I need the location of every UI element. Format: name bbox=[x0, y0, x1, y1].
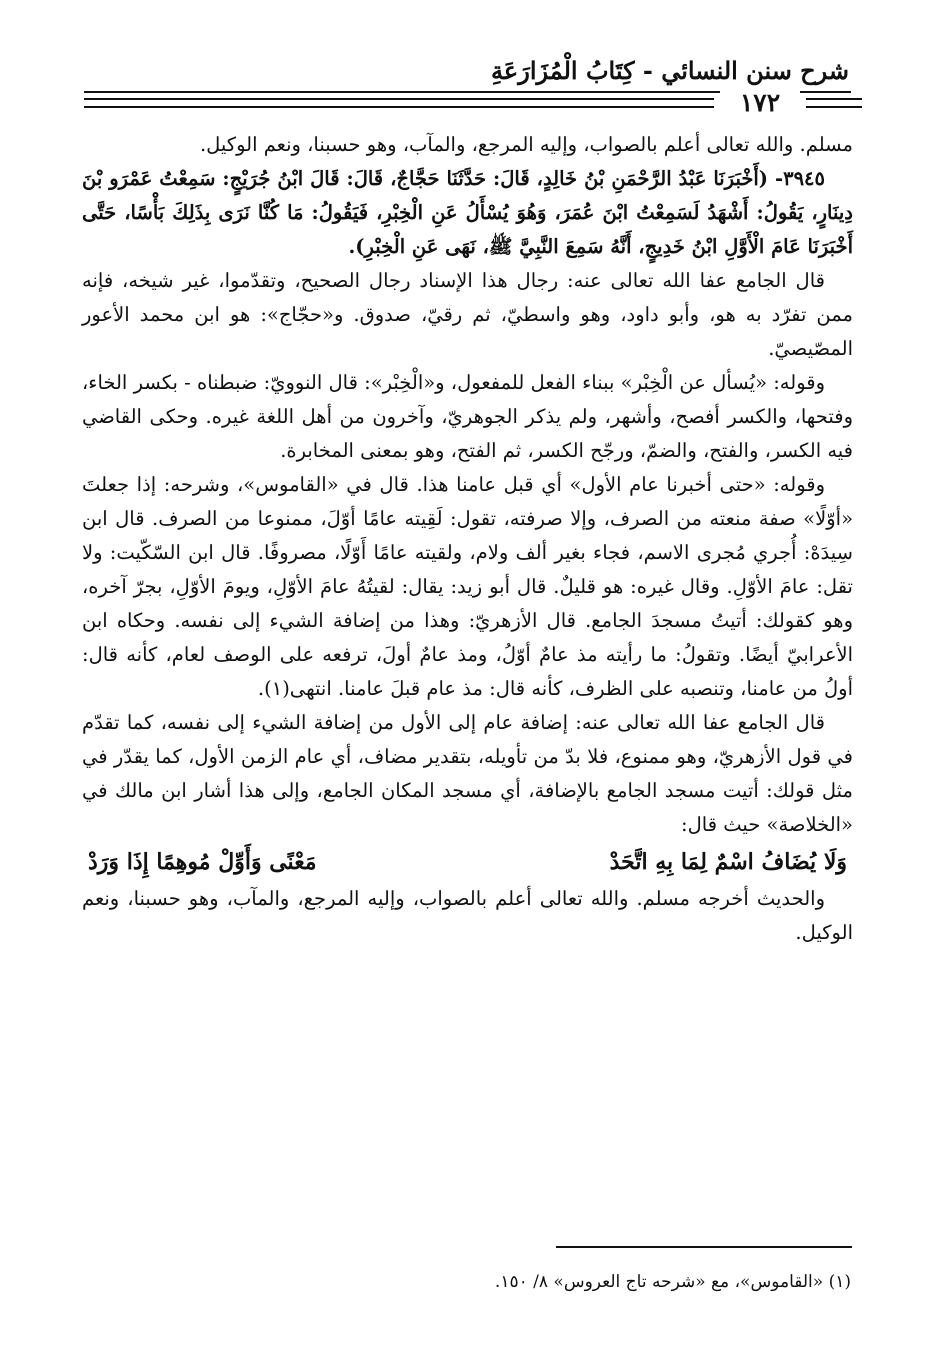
hadith-text: ٣٩٤٥- (أَخْبَرَنَا عَبْدُ الرَّحْمَنِ بْنُ خَالِدٍ، قَالَ: حَدَّثَنَا حَجَّاجٌ، قَالَ: قَالَ ابْنُ جُرَيْجٍ: سَمِعْتُ عَمْرَو بْنَ دِينَارٍ، يَقُولُ: أَشْهَدُ لَسَمِعْتُ ابْنَ عُمَرَ، وَهُوَ يُسْأَلُ عَنِ الْخِبْرِ، فَيَقُولُ: مَا كُنَّا نَرَى بِذَلِكَ بَأْسًا، حَتَّى أَخْبَرَنَا عَامَ الْأَوَّلِ ابْنُ خَدِيجٍ، أَنَّهُ سَمِعَ النَّبِيَّ ﷺ، نَهَى عَنِ الْخِبْرِ). bbox=[82, 167, 853, 258]
poem-hemistich-2: مَعْنًى وَأَوِّلْ مُوهِمًا إِذَا وَرَدْ bbox=[88, 849, 317, 875]
paragraph-am-awwal: وقوله: «حتى أخبرنا عام الأول» أي قبل عامنا هذا. قال في «القاموس»، وشرحه: إذا جعلتَ «أوّلًا» صفة منعته من الصرف، وإلا صرفته، تقول: لَقِيته عامًا أوّلَ، ممنوعا من الصرف. قال ابن سِيدَهْ: أُجري مُجرى الاسم، فجاء بغير ألف ولام، ولقيته عامًا أَوّلًا، مصروفًا. قال ابن السّكّيت: ولا تقل: عامَ الأوّلِ. وقال غيره: هو قليلٌ. قال أبو زيد: يقال: لقيتُهُ عامَ الأوّلِ، ويومَ الأوّلِ، بجرّ آخره، وهو كقولك: أتيتُ مسجدَ الجامع. قال الأزهريّ: وهذا من إضافة الشيء إلى نفسه. وحكاه ابن الأعرابيّ أيضًا. وتقولُ: ما رأيته مذ عامٌ أوّلُ، ومذ عامٌ أولَ، ترفعه على الوصف لعام، كأنه قال: أولُ من عامنا، وتنصبه على الظرف، كأنه قال: مذ عام قبلَ عامنا. انتهى(١). bbox=[82, 473, 853, 700]
header-double-rule-right bbox=[806, 98, 862, 108]
paragraph-jami: قال الجامع عفا الله تعالى عنه: إضافة عام إلى الأول من إضافة الشيء إلى نفسه، كما تقدّم في قول الأزهريّ، وهو ممنوع، فلا بدّ من تأويله، بتقدير مضاف، أي عام الزمن الأول، كما يقدّر في مثل قولك: أتيت مسجد الجامع بالإضافة، أي مسجد المكان الجامع، وإلى هذا أشار ابن مالك في «الخلاصة» حيث قال: bbox=[82, 711, 853, 836]
poem-hemistich-1: وَلَا يُضَافُ اسْمٌ لِمَا بِهِ اتَّحَدْ bbox=[609, 849, 847, 875]
footnote-rule bbox=[556, 1246, 852, 1248]
main-text bbox=[82, 128, 853, 950]
paragraph-isnad: قال الجامع عفا الله تعالى عنه: رجال هذا الإسناد رجال الصحيح، وتقدّموا، غير شيخه، فإنه ممن تفرّد به هو، وأبو داود، وهو واسطيّ، ثم رقيّ، صدوق. و«حجّاج»: هو ابن محمد الأعور المصّيصيّ. bbox=[82, 269, 853, 360]
page-number: ١٧٢ bbox=[720, 88, 800, 117]
paragraph-intro: مسلم. والله تعالى أعلم بالصواب، وإليه المرجع، والمآب، وهو حسبنا، ونعم الوكيل. bbox=[199, 133, 853, 156]
header-double-rule bbox=[84, 98, 714, 108]
paragraph-khibr: وقوله: «يُسأل عن الْخِبْر» ببناء الفعل للمفعول، و«الْخِبْر»: قال النوويّ: ضبطناه - بكسر الخاء، وفتحها، والكسر أفصح، وأشهر، ولم يذكر الجوهريّ، وآخرون من أهل اللغة غيره. وحكى القاضي فيه الكسر، والفتح، والضمّ، ورجّح الكسر، ثم الفتح، وهو بمعنى المخابرة. bbox=[82, 371, 853, 462]
poem-verse bbox=[82, 842, 853, 882]
footnote: (١) «القاموس»، مع «شرحه تاج العروس» ٨/ ١٥٠. bbox=[494, 1272, 851, 1292]
running-header-title: شرح سنن النسائي - كِتَابُ الْمُزَارَعَةِ bbox=[491, 56, 849, 85]
paragraph-closing: والحديث أخرجه مسلم. والله تعالى أعلم بالصواب، وإليه المرجع، والمآب، وهو حسبنا، ونعم الوكيل. bbox=[82, 887, 853, 944]
